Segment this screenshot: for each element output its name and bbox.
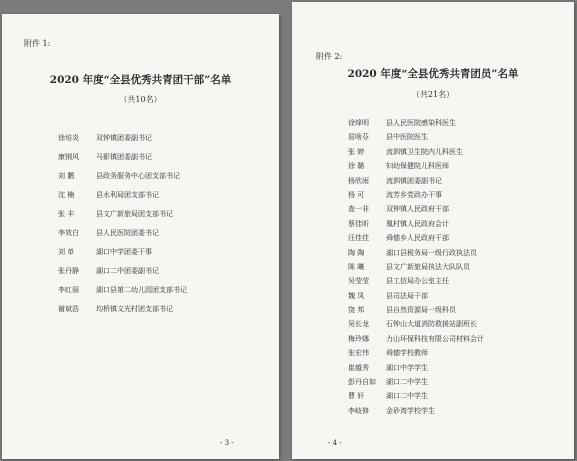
person-position: 县政务服务中心团支部书记 <box>96 172 180 180</box>
person-position: 湖口中学学生 <box>386 363 428 372</box>
document-page-3 <box>2 14 279 459</box>
person-name: 李岐修 <box>348 406 369 415</box>
person-position: 湖口二中学生 <box>386 378 428 387</box>
person-name: 张 丰 <box>58 210 75 218</box>
person-name: 杨欣雨 <box>348 176 369 185</box>
person-name: 陶 陶 <box>348 248 365 257</box>
person-name: 谢斌浩 <box>58 305 79 313</box>
person-name: 魏 凤 <box>348 291 365 300</box>
list-item <box>348 292 484 306</box>
person-position: 力山环保科技有限公司材料会计 <box>386 334 484 343</box>
page-number: - 3 - <box>220 439 234 447</box>
list-item <box>348 277 484 291</box>
honoree-list <box>58 134 187 324</box>
honoree-list <box>348 119 484 421</box>
person-name: 査一非 <box>348 205 369 214</box>
document-page-4 <box>292 2 574 459</box>
person-position: 县水利局团支部书记 <box>96 191 159 199</box>
person-position: 县自然资源局一级科员 <box>386 306 456 315</box>
list-item <box>348 364 484 378</box>
person-name: 李效白 <box>58 229 79 237</box>
person-position: 湖口县第二幼儿园团支部书记 <box>96 286 187 294</box>
person-name: 吴莹莹 <box>348 277 369 286</box>
person-name: 刘 单 <box>58 248 75 256</box>
person-name: 杨 可 <box>348 190 365 199</box>
person-position: 舜德乡人民政府干部 <box>386 234 449 243</box>
person-position: 舜德学校教师 <box>386 349 428 358</box>
person-name: 康钢风 <box>58 153 79 161</box>
person-name: 徐烽明 <box>348 119 369 127</box>
person-position: 湖口县税务局一级行政执法员 <box>386 248 477 257</box>
page-title: 2020 年度“全县优秀共青团干部”名单 <box>49 74 232 86</box>
list-item <box>58 248 187 267</box>
list-item <box>348 191 484 205</box>
attachment-label: 附件 2: <box>316 52 343 61</box>
list-item <box>348 392 484 406</box>
person-position: 县中医院医生 <box>386 133 428 142</box>
page-number: - 4 - <box>328 439 342 447</box>
person-position: 湖口中学团委干事 <box>96 248 152 256</box>
list-item <box>348 249 484 263</box>
person-name: 张宏伟 <box>348 349 369 358</box>
person-position: 凰村镇人民政府会计 <box>386 219 449 228</box>
list-item <box>348 119 484 133</box>
person-name: 汪佳佳 <box>348 234 369 243</box>
person-name: 沈 楠 <box>58 191 75 199</box>
person-position: 湖口二中学生 <box>386 392 428 401</box>
person-position: 金砂湾学校学生 <box>386 406 435 415</box>
person-name: 徐 璐 <box>348 162 365 171</box>
person-name: 陈 曦 <box>348 262 365 271</box>
person-position: 县司法局干部 <box>386 291 428 300</box>
list-item <box>58 229 187 248</box>
person-name: 曹 轩 <box>348 392 365 401</box>
person-name: 刘 鹏 <box>58 172 75 180</box>
list-item <box>58 172 187 191</box>
person-position: 湖口二中团委副书记 <box>96 267 159 275</box>
list-item <box>58 286 187 305</box>
list-item <box>348 335 484 349</box>
list-item <box>348 263 484 277</box>
person-name: 张丹静 <box>58 267 79 275</box>
list-item <box>348 234 484 248</box>
list-item <box>348 320 484 334</box>
list-item <box>58 210 187 229</box>
list-item <box>348 133 484 147</box>
count-note: （共10名） <box>119 95 162 104</box>
person-position: 县文广新旅局团支部书记 <box>96 210 173 218</box>
page-title: 2020 年度“全县优秀共青团员”名单 <box>347 68 519 80</box>
person-position: 县人民医院团委书记 <box>96 229 159 237</box>
person-name: 李红丽 <box>58 286 79 294</box>
list-item <box>348 378 484 392</box>
list-item <box>348 220 484 234</box>
person-position: 流泗镇团委副书记 <box>386 176 442 185</box>
list-item <box>348 177 484 191</box>
person-position: 马影镇团委副书记 <box>96 153 152 161</box>
list-item <box>58 153 187 172</box>
person-position: 双钟镇人民政府干部 <box>386 205 449 214</box>
list-item <box>348 162 484 176</box>
list-item <box>348 306 484 320</box>
person-position: 均桥镇文光村团支部书记 <box>96 305 173 313</box>
list-item <box>58 305 187 324</box>
person-name: 吴长龙 <box>348 320 369 329</box>
person-position: 县文广新旅局执法大队队员 <box>386 262 470 271</box>
list-item <box>58 191 187 210</box>
count-note: （共21名） <box>411 90 455 99</box>
person-position: 妇幼保健院儿科医师 <box>386 162 449 171</box>
person-name: 张 婷 <box>348 147 365 156</box>
list-item <box>348 407 484 421</box>
person-name: 彭丹自如 <box>348 378 376 387</box>
person-name: 梅玲娜 <box>348 334 369 343</box>
person-position: 石钟山大道消防救援站副班长 <box>386 320 477 329</box>
person-name: 蔡佳昕 <box>348 219 369 228</box>
attachment-label: 附件 1: <box>24 39 51 48</box>
person-name: 崔越秀 <box>348 363 369 372</box>
list-item <box>348 205 484 219</box>
list-item <box>348 349 484 363</box>
person-name: 饶 邦 <box>348 306 365 315</box>
person-position: 县工信局办公室主任 <box>386 277 449 286</box>
person-position: 双钟镇团委副书记 <box>96 134 152 142</box>
person-name: 徐培炎 <box>58 134 79 142</box>
person-position: 县人民医院感染科医生 <box>386 119 456 127</box>
person-position: 流芳乡党政办干事 <box>386 190 442 199</box>
person-name: 屈啥芬 <box>348 133 369 142</box>
person-position: 流泗镇卫生院内儿科医生 <box>386 147 463 156</box>
list-item <box>348 148 484 162</box>
list-item <box>58 267 187 286</box>
list-item <box>58 134 187 153</box>
